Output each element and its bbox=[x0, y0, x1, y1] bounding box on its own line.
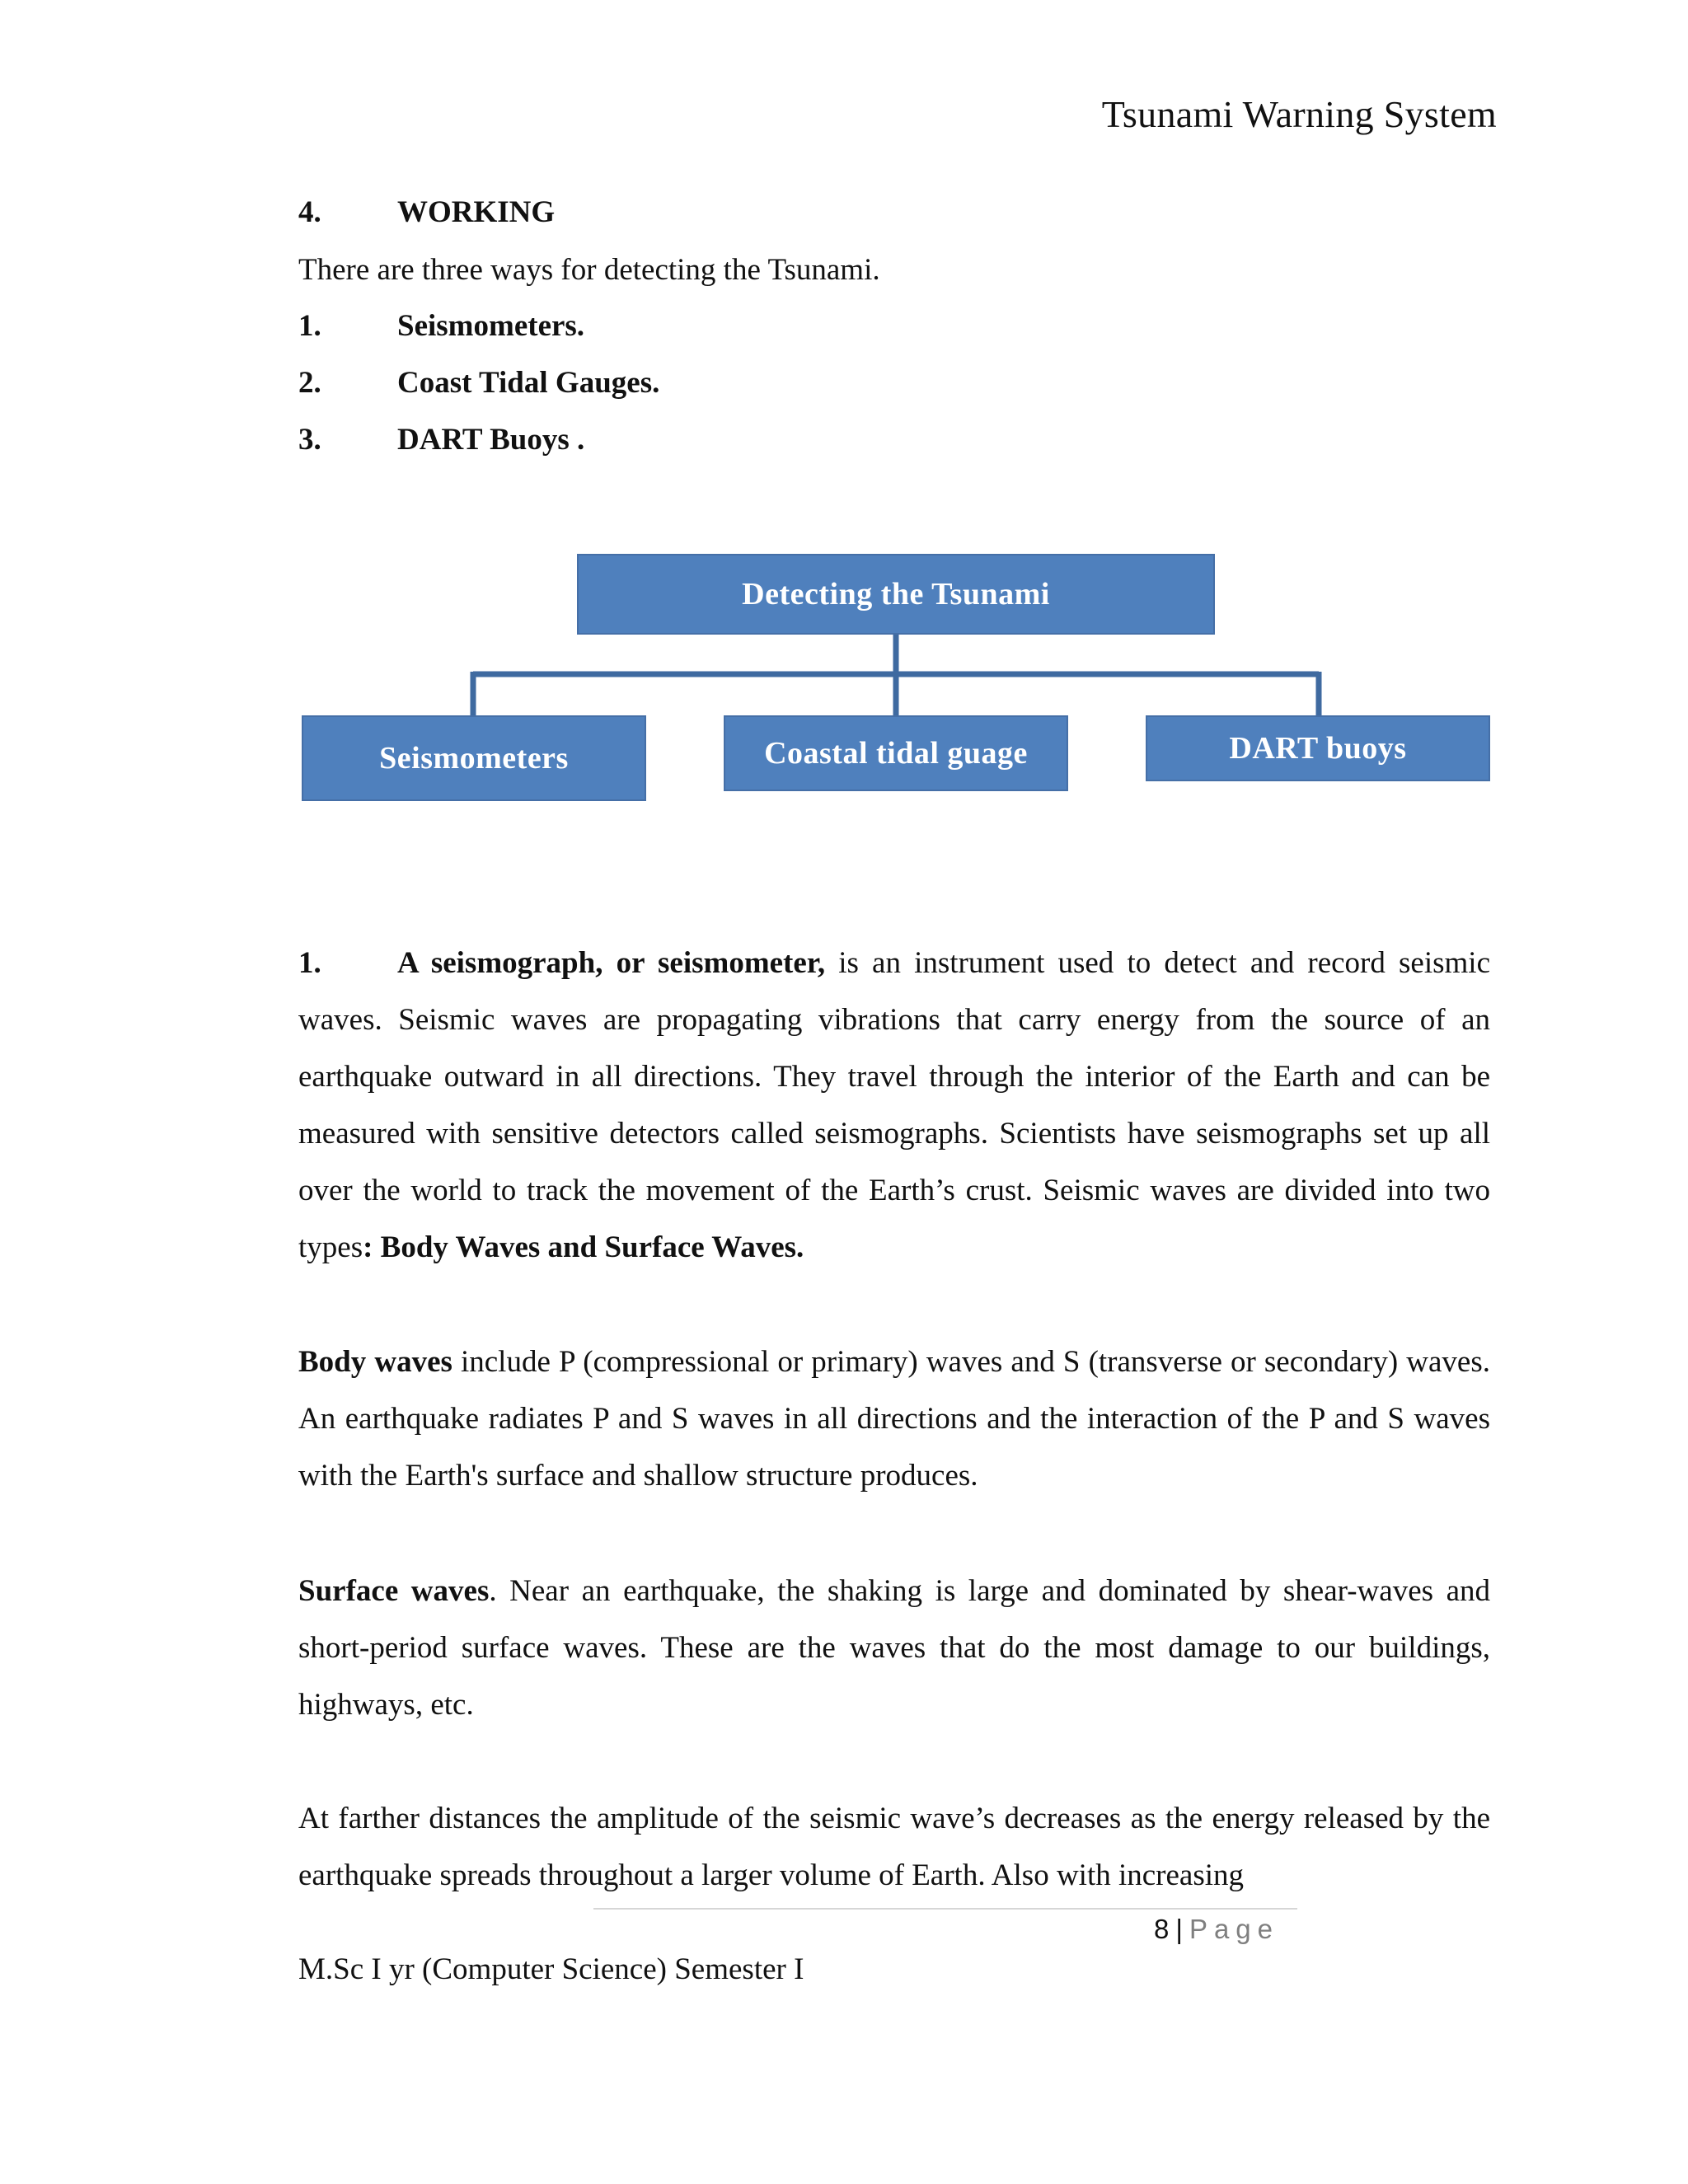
paragraph-farther-distances bbox=[298, 1790, 1490, 1904]
page-number-value: 8 bbox=[1154, 1914, 1170, 1944]
method-label: DART Buoys . bbox=[397, 423, 585, 457]
paragraph-body: is an instrument used to detect and record seismic waves. Seismic waves are propagating vibrations that carry energy from the source of an earthquake outward in all directions. They travel through the interior of the Earth and can be measured with sensitive detectors called seismographs. Scientists have seismographs set up all over the world to track the movement of the Earth’s crust. Seismic waves are divided into two types bbox=[298, 946, 1490, 1264]
method-item bbox=[298, 308, 584, 344]
paragraph-surface-waves bbox=[298, 1563, 1490, 1733]
diagram-box-coastal-tidal-guage: Coastal tidal guage bbox=[724, 715, 1068, 791]
running-header: Tsunami Warning System bbox=[1101, 93, 1497, 135]
method-label: Coast Tidal Gauges. bbox=[397, 366, 660, 400]
method-item bbox=[298, 365, 659, 401]
paragraph-body: . Near an earthquake, the shaking is large and dominated by shear-waves and short-period surface waves. These are the waves that do the most damage to our buildings, highways, etc. bbox=[298, 1574, 1490, 1722]
page-separator: | bbox=[1175, 1914, 1183, 1944]
paragraph-body: At farther distances the amplitude of the seismic wave’s decreases as the energy released by the earthquake spreads throughout a larger volume of Earth. Also with increasing bbox=[298, 1802, 1490, 1892]
paragraph-body-waves bbox=[298, 1333, 1490, 1504]
paragraph-body: include P (compressional or primary) waves and S (transverse or secondary) waves. An earthquake radiates P and S waves in all directions and the interaction of the P and S waves with the Earth's surface and shallow structure produces. bbox=[298, 1345, 1490, 1493]
section-heading bbox=[298, 194, 555, 230]
paragraph-number: 1. bbox=[298, 946, 321, 980]
diagram-box-seismometers: Seismometers bbox=[302, 715, 646, 801]
diagram-box-dart-buoys: DART buoys bbox=[1146, 715, 1490, 781]
section-title: WORKING bbox=[397, 195, 556, 229]
page-word: Page bbox=[1189, 1914, 1280, 1944]
section-number: 4. bbox=[298, 195, 321, 229]
method-label: Seismometers. bbox=[397, 309, 585, 343]
paragraph-bold-tail: : Body Waves and Surface Waves. bbox=[363, 1230, 804, 1264]
intro-sentence: There are three ways for detecting the Tsunami. bbox=[298, 253, 880, 287]
method-item bbox=[298, 422, 584, 457]
paragraph-bold-lead: Body waves bbox=[298, 1345, 452, 1379]
page-number bbox=[1154, 1914, 1279, 1945]
diagram-root-box: Detecting the Tsunami bbox=[577, 554, 1215, 635]
method-number: 3. bbox=[298, 423, 321, 457]
footer-divider bbox=[593, 1908, 1297, 1910]
footer-course: M.Sc I yr (Computer Science) Semester I bbox=[298, 1952, 804, 1986]
paragraph-bold-lead: A seismograph, or seismometer, bbox=[397, 946, 826, 980]
paragraph-bold-lead: Surface waves bbox=[298, 1574, 490, 1608]
paragraph-seismograph bbox=[298, 935, 1490, 1276]
method-number: 2. bbox=[298, 366, 321, 400]
method-number: 1. bbox=[298, 309, 321, 343]
